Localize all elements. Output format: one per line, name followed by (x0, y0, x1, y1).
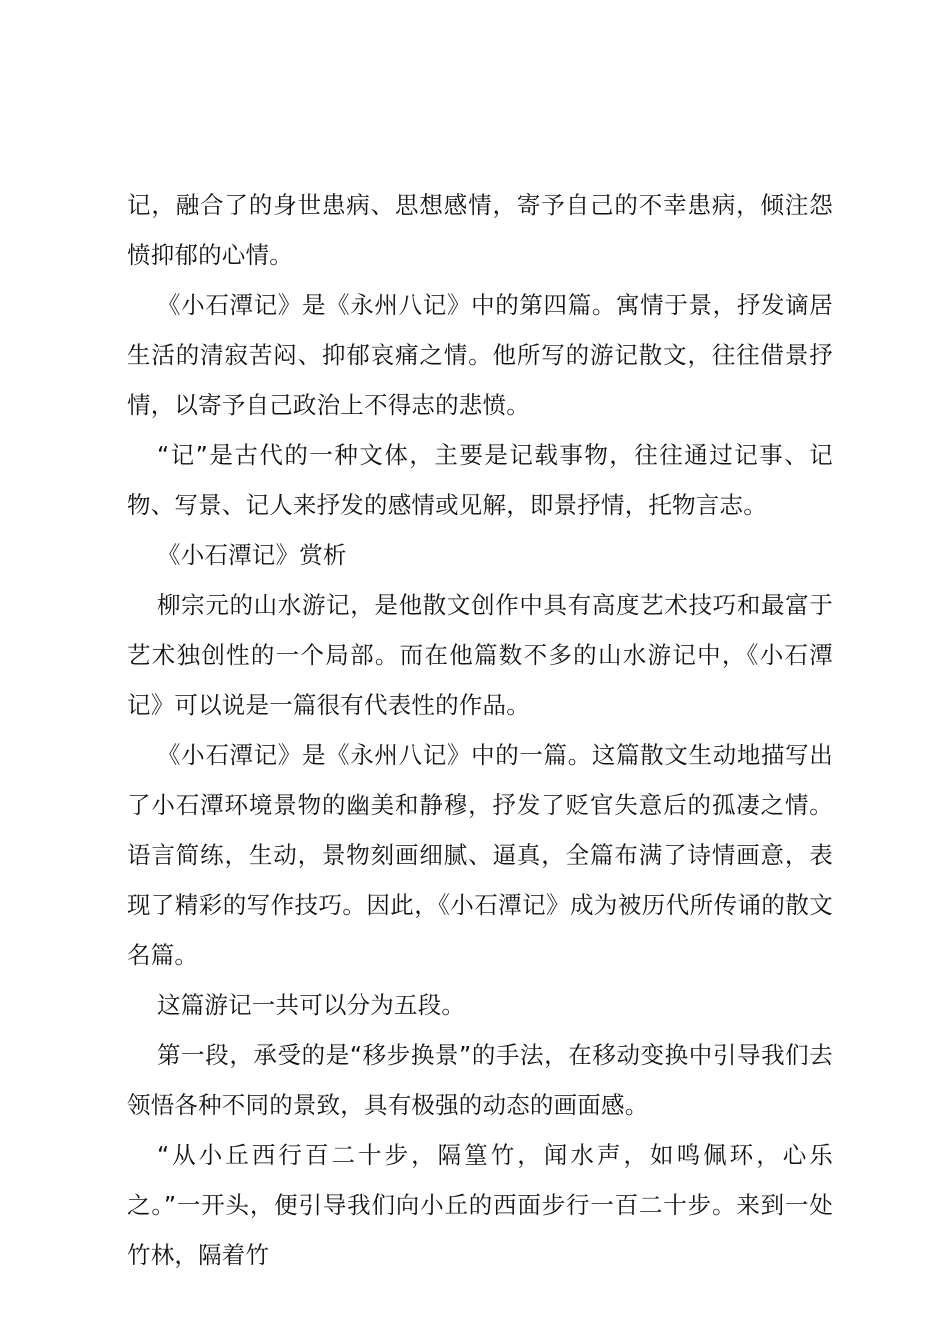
paragraph-work-intro: 《小石潭记》是《永州八记》中的第四篇。寓情于景，抒发谪居生活的清寂苦闷、抑郁哀痛之情。他所写的游记散文，往往借景抒情，以寄予自己政治上不得志的悲愤。 (127, 291, 833, 419)
paragraph-author-landscape: 柳宗元的山水游记，是他散文创作中具有高度艺术技巧和最富于艺术独创性的一个局部。而在他篇数不多的山水游记中，《小石潭记》可以说是一篇很有代表性的作品。 (127, 591, 833, 719)
paragraph-first-section: 第一段，承受的是“移步换景”的手法，在移动变换中引导我们去领悟各种不同的景致，具有极强的动态的画面感。 (127, 1041, 833, 1119)
paragraph-quote-analysis: “从小丘西行百二十步，隔篁竹，闻水声，如鸣佩环，心乐之。”一开头，便引导我们向小丘的西面步行一百二十步。来到一处竹林，隔着竹 (127, 1141, 833, 1269)
paragraph-work-summary: 《小石潭记》是《永州八记》中的一篇。这篇散文生动地描写出了小石潭环境景物的幽美和静穆，抒发了贬官失意后的孤凄之情。语言简练，生动，景物刻画细腻、逼真，全篇布满了诗情画意，表现了精彩的写作技巧。因此，《小石潭记》成为被历代所传诵的散文名篇。 (127, 741, 833, 969)
section-heading-appreciation: 《小石潭记》赏析 (157, 541, 347, 569)
paragraph-structure: 这篇游记一共可以分为五段。 (157, 991, 466, 1019)
document-body (127, 180, 833, 1280)
paragraph-genre-note: “记”是古代的一种文体，主要是记载事物，往往通过记事、记物、写景、记人来抒发的感情或见解，即景抒情，托物言志。 (127, 441, 833, 519)
paragraph-continuation: 记，融合了的身世患病、思想感情，寄予自己的不幸患病，倾注怨愤抑郁的心情。 (127, 191, 833, 269)
